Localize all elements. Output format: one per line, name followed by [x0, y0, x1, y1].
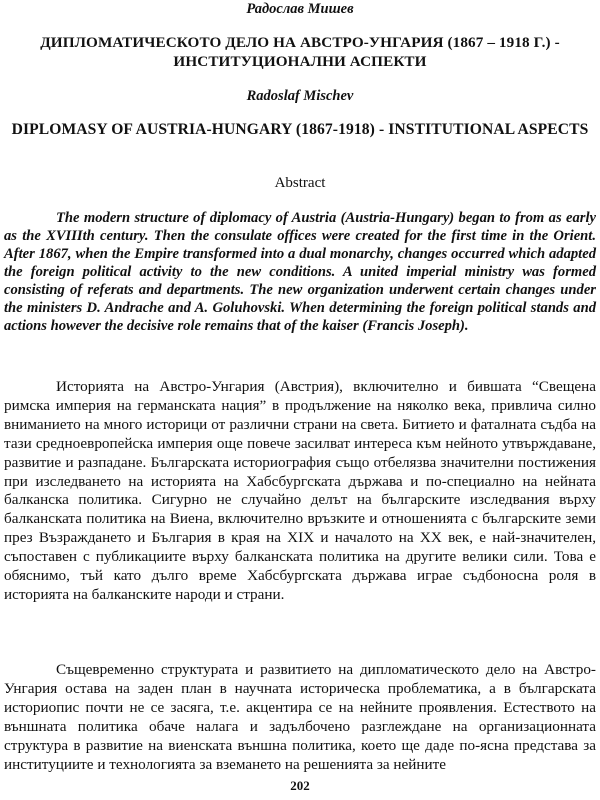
- author-name-english: Radoslaf Mischev: [246, 88, 354, 104]
- author-name-bulgarian: Радослав Мишев: [246, 1, 354, 17]
- body-paragraph-1: Историята на Австро-Унгария (Австрия), включително и бившата “Свещена римска империя на германската нация” в продължение на няколко века, привлича силно вниманието на много историци от различни страни на света. Битието и фаталната съдба на тази средноевропейска империя още повече засилват интереса към нейното утвърждаване, развитие и разпадане. Българската историография също отбелязва значителни постижения при изследването на историята на Хабсбургската държава и по-специално на нейната балканска политика. Сигурно не случайно делът на българските изследвания върху балканската политика на Виена, включително връзките и отношенията с българските земи през Възраждането и България в края на XIX и началото на XX век, е най-значителен, съпоставен с публикациите върху балканската политика на другите велики сили. Това е обяснимо, тъй като дълго време Хабсбургската държава играе съдбоносна роля в историята на балканските народи и страни.: [4, 378, 596, 603]
- title-english: DIPLOMASY OF AUSTRIA-HUNGARY (1867-1918) - INSTITUTIONAL ASPECTS: [11, 121, 589, 138]
- page-number: 202: [290, 778, 310, 793]
- abstract-text: The modern structure of diplomacy of Austria (Austria-Hungary) began to from as early as the XVIIIth century. Then the consulate offices were created for the first time in the Orient. After 1867, when the Empire transformed into a dual monarchy, changes occurred which adapted the foreign political activity to the new conditions. A united imperial ministry was formed consisting of referats and departments. The new organization underwent certain changes under the ministers D. Andrache and A. Goluhovski. When determining the foreign political stands and actions however the decisive role remains that of the kaiser (Francis Joseph).: [4, 210, 596, 334]
- body-paragraph-2: Същевременно структурата и развитието на дипломатическото дело на Австро-Унгария остава на заден план в научната историческа проблематика, а в българската историопис почти не се засяга, т.е. акцентира се на нейните проявления. Естеството на външната политика обаче налага и задълбочено разглеждане на организационната структура в развитие на виенската външна политика, което ще даде по-ясна представа за институциите и технологията за вземането на решенията за нейните: [4, 661, 596, 773]
- title-bulgarian: ДИПЛОМАТИЧЕСКОТО ДЕЛО НА АВСТРО-УНГАРИЯ (1867 – 1918 Г.) - ИНСТИТУЦИОНАЛНИ АСПЕКТИ: [40, 34, 560, 70]
- abstract-heading: Abstract: [274, 175, 326, 191]
